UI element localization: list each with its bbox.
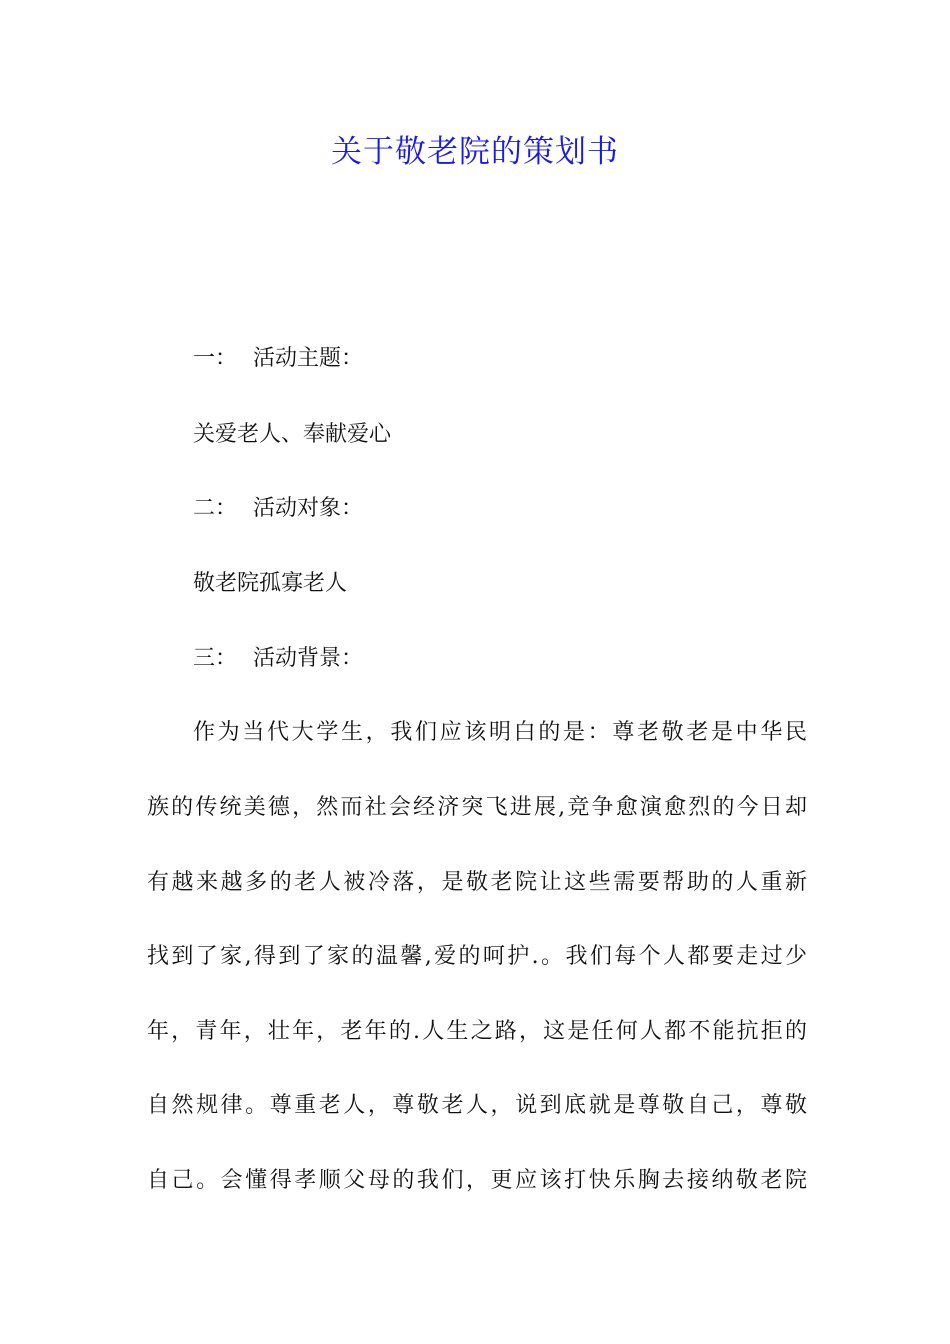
section-heading: 活动主题： [253, 346, 364, 371]
section-content-target: 敬老院孤寡老人 [193, 571, 348, 596]
section-heading-theme [193, 344, 853, 374]
document-title: 关于敬老院的策划书 [331, 134, 619, 170]
section-number: 三： [193, 646, 238, 671]
section-number: 二： [193, 496, 238, 521]
paragraph-line: 找到了家,得到了家的温馨,爱的呵护.。我们每个人都要走过少 [147, 944, 807, 969]
paragraph-line: 族的传统美德，然而社会经济突飞进展,竞争愈演愈烈的今日却 [147, 795, 807, 820]
paragraph-line: 年，青年，壮年，老年的.人生之路，这是任何人都不能抗拒的 [147, 1019, 807, 1044]
section-heading-target [193, 494, 853, 524]
section-heading: 活动背景： [253, 646, 364, 671]
paragraph-line: 有越来越多的老人被冷落，是敬老院让这些需要帮助的人重新 [147, 870, 807, 895]
paragraph-line: 作为当代大学生，我们应该明白的是：尊老敬老是中华民 [193, 720, 807, 745]
section-heading-background [193, 644, 853, 674]
section-number: 一： [193, 346, 238, 371]
section-heading: 活动对象： [253, 496, 364, 521]
section-content-theme: 关爱老人、奉献爱心 [193, 422, 392, 447]
paragraph-line: 自己。会懂得孝顺父母的我们，更应该打快乐胸去接纳敬老院 [147, 1168, 807, 1193]
paragraph-line: 自然规律。尊重老人，尊敬老人，说到底就是尊敬自己，尊敬 [147, 1093, 807, 1118]
